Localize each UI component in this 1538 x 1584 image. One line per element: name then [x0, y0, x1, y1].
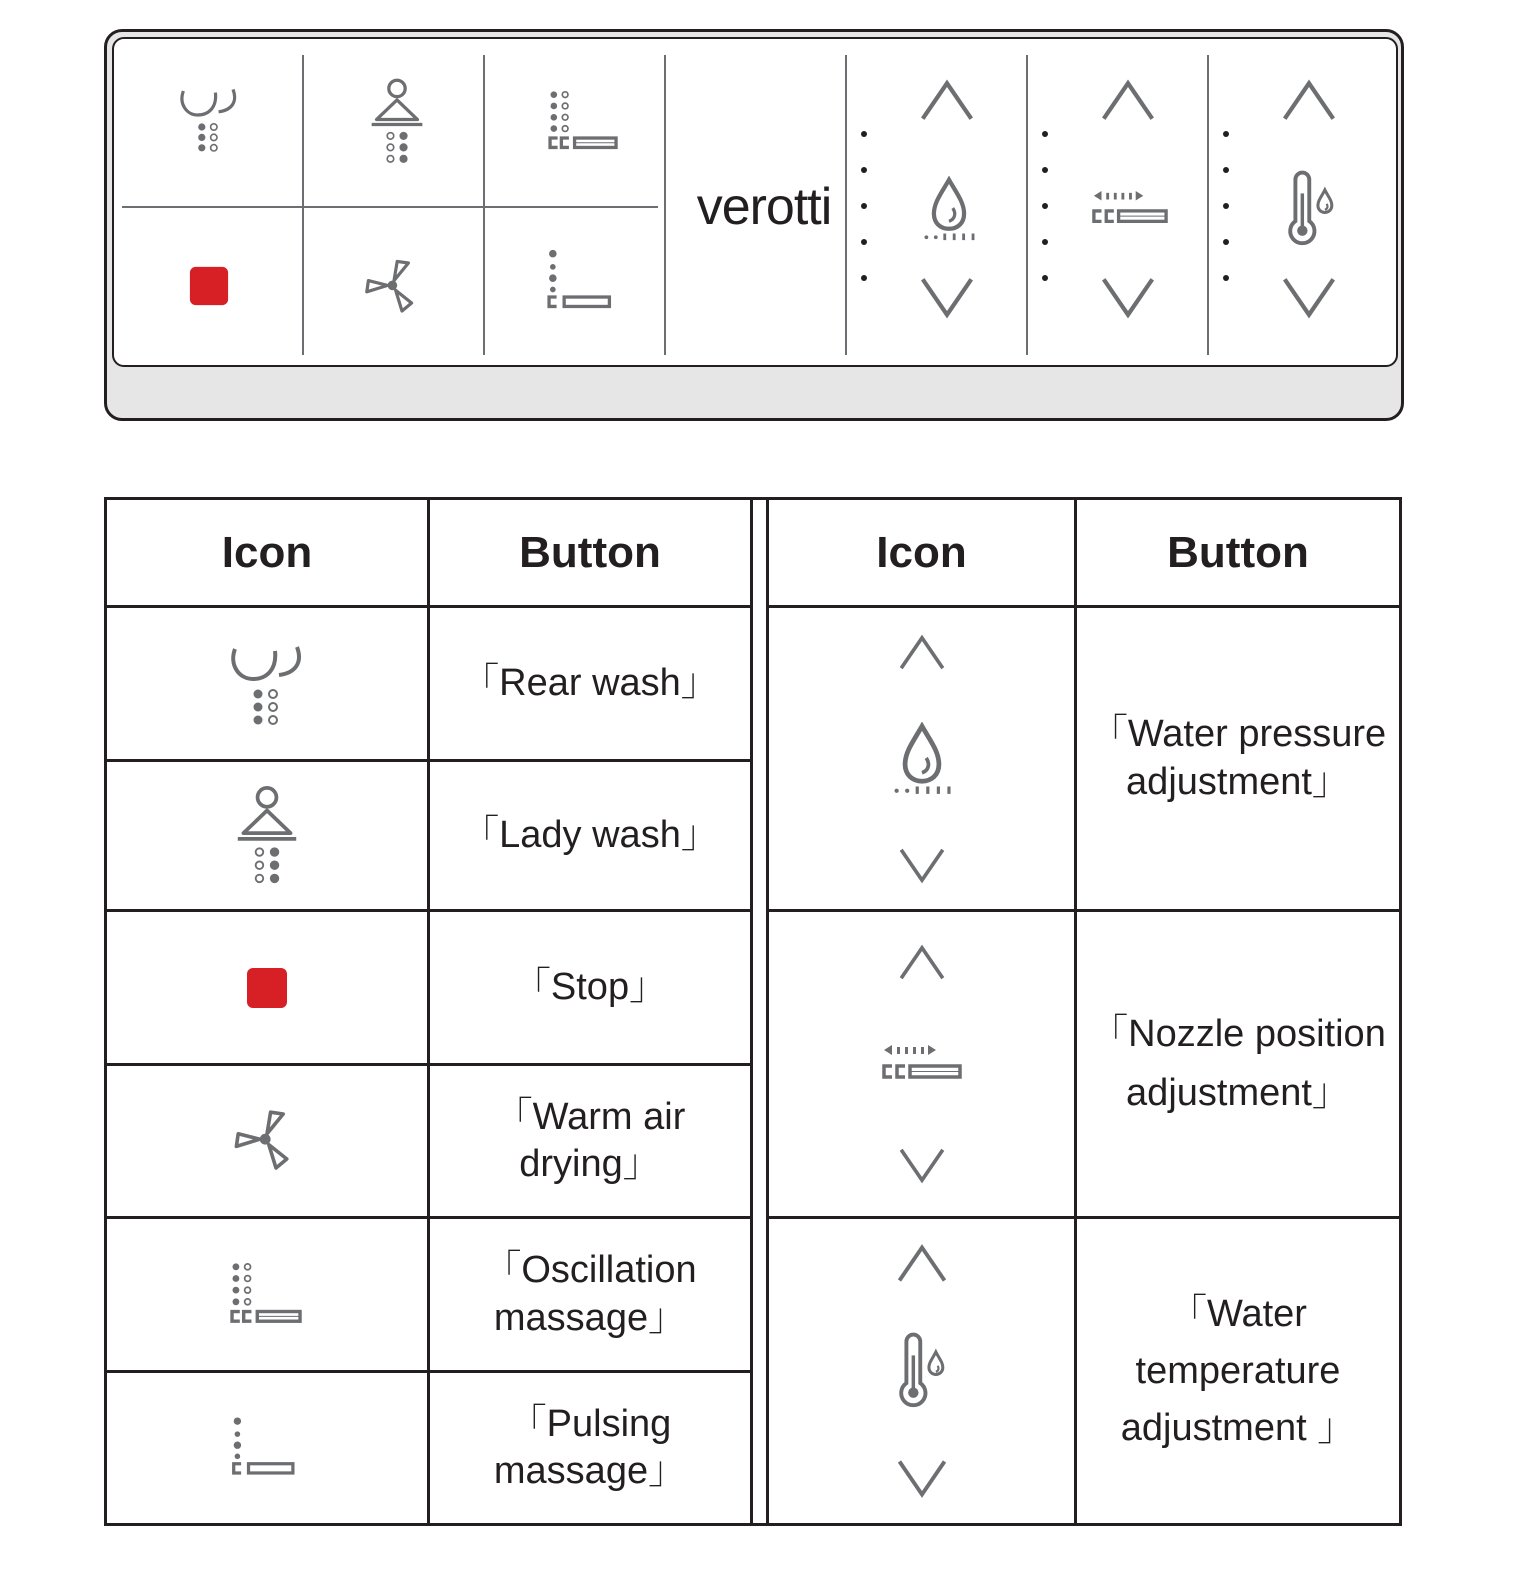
control-panel — [104, 29, 1404, 421]
lady-wash-icon — [368, 77, 426, 167]
water-temperature-label: 「Water temperature adjustment 」 — [1120, 1292, 1356, 1449]
rear-wash-label: 「Rear wash」 — [461, 661, 719, 704]
button-legend-table — [104, 497, 1402, 1526]
chevron-down-icon — [898, 845, 946, 885]
control-panel-face — [112, 37, 1398, 367]
chevron-down-icon — [898, 1145, 946, 1185]
lady-wash-label: 「Lady wash」 — [461, 813, 719, 856]
water-pressure-up-button[interactable] — [919, 79, 975, 123]
table-row-icon — [107, 1219, 427, 1370]
oscillation-massage-icon — [546, 89, 622, 155]
table-row-icon — [107, 608, 427, 759]
panel-divider — [664, 55, 666, 355]
table-border — [1399, 497, 1402, 1526]
header-button: Button — [1167, 527, 1309, 577]
warm-air-drying-button[interactable] — [354, 247, 434, 327]
chevron-down-icon — [896, 1456, 948, 1500]
pulsing-massage-label: 「Pulsing massage」 — [493, 1402, 687, 1492]
stop-icon — [188, 265, 230, 307]
table-row-icon — [107, 762, 427, 909]
brand-logo: verotti — [696, 178, 832, 236]
water-pressure-down-button[interactable] — [919, 275, 975, 319]
chevron-up-icon — [898, 633, 946, 673]
water-temperature-down-button[interactable] — [1281, 275, 1337, 319]
oscillation-massage-icon — [228, 1261, 306, 1329]
water-temperature-icon — [1285, 170, 1337, 248]
warm-air-drying-icon — [362, 255, 426, 319]
water-temperature-up-button[interactable] — [1281, 79, 1337, 123]
warm-air-drying-label: 「Warm air drying」 — [494, 1095, 686, 1185]
nozzle-position-label: 「Nozzle position adjustment」 — [1090, 1013, 1386, 1114]
nozzle-position-down-button[interactable] — [1100, 275, 1156, 319]
warm-air-drying-icon — [231, 1105, 303, 1177]
nozzle-position-up-button[interactable] — [1100, 79, 1156, 123]
pulsing-massage-icon — [230, 1415, 304, 1481]
pulsing-massage-button[interactable] — [538, 243, 628, 319]
rear-wash-icon — [177, 83, 241, 155]
pulsing-massage-icon — [545, 248, 621, 314]
level-dots — [1221, 129, 1231, 289]
table-border — [104, 1523, 1402, 1526]
header-icon: Icon — [221, 527, 313, 577]
water-pressure-label: 「Water pressure adjustment」 — [1089, 713, 1387, 803]
stop-icon — [245, 966, 289, 1010]
stop-button[interactable] — [184, 261, 234, 311]
water-pressure-adjuster — [859, 79, 1039, 339]
nozzle-position-icon — [1090, 190, 1170, 228]
table-row-icon — [769, 912, 1074, 1216]
water-temperature-adjuster — [1221, 79, 1401, 339]
lady-wash-button[interactable] — [352, 77, 442, 167]
lady-wash-icon — [234, 784, 300, 888]
table-row-icon — [107, 912, 427, 1063]
water-temperature-icon — [896, 1331, 948, 1411]
water-pressure-icon — [920, 176, 978, 242]
table-row-icon — [769, 1219, 1074, 1523]
level-dots — [859, 129, 869, 289]
rear-wash-button[interactable] — [164, 79, 254, 159]
water-pressure-icon — [890, 722, 954, 796]
panel-divider — [483, 55, 485, 355]
nozzle-position-adjuster — [1040, 79, 1220, 339]
oscillation-massage-button[interactable] — [534, 87, 634, 157]
header-icon: Icon — [876, 527, 967, 577]
oscillation-massage-label: 「Oscillation massage」 — [483, 1249, 697, 1339]
nozzle-position-icon — [880, 1044, 964, 1084]
stop-label: 「Stop」 — [512, 965, 668, 1008]
table-row-icon — [107, 1066, 427, 1216]
rear-wash-icon — [227, 639, 307, 729]
header-button: Button — [519, 527, 661, 577]
table-row-icon — [769, 608, 1074, 909]
level-dots — [1040, 129, 1050, 289]
table-row-icon — [107, 1373, 427, 1523]
panel-divider — [302, 55, 304, 355]
panel-divider — [122, 206, 658, 208]
chevron-up-icon — [898, 943, 946, 983]
chevron-up-icon — [896, 1242, 948, 1286]
